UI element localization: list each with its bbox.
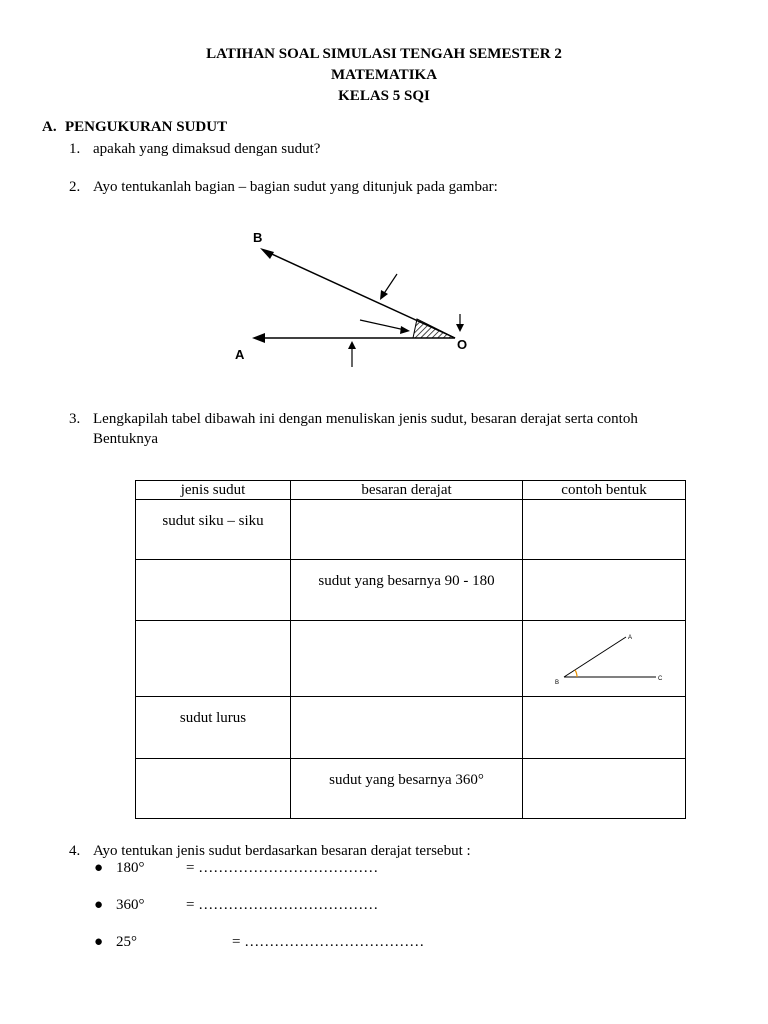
table-cell[interactable]: sudut lurus [136, 697, 291, 759]
degree-value: 180° [116, 860, 145, 876]
table-header-row [136, 481, 686, 500]
bullet-icon: ● [94, 897, 104, 913]
table-row [136, 621, 686, 697]
question-number: 4. [69, 843, 81, 859]
table-cell[interactable] [136, 759, 291, 819]
table-cell[interactable] [523, 697, 686, 759]
section-title: PENGUKURAN SUDUT [65, 119, 228, 135]
table-row [136, 500, 686, 560]
table-cell[interactable] [291, 697, 523, 759]
table-row [136, 560, 686, 621]
header-line-3: KELAS 5 SQI [338, 88, 430, 104]
table-cell[interactable] [136, 621, 291, 697]
degree-value: 25° [116, 934, 137, 950]
question-number: 2. [69, 179, 81, 195]
question-text: Ayo tentukan jenis sudut berdasarkan besaran derajat tersebut : [93, 843, 471, 859]
table-cell[interactable] [291, 621, 523, 697]
question-text: Ayo tentukanlah bagian – bagian sudut yang ditunjuk pada gambar: [93, 179, 498, 195]
acute-angle-figure [544, 629, 664, 689]
answer-blank[interactable]: = ……………………………… [186, 860, 379, 876]
question-text: apakah yang dimaksud dengan sudut? [93, 141, 321, 157]
table-cell[interactable]: sudut siku – siku [136, 500, 291, 560]
table-row [136, 697, 686, 759]
question-number: 3. [69, 411, 81, 427]
table-header-cell: jenis sudut [136, 481, 291, 500]
bullet-icon: ● [94, 860, 104, 876]
table-row [136, 759, 686, 819]
angle-region [413, 319, 455, 338]
table-cell[interactable] [523, 560, 686, 621]
table-cell-figure [523, 621, 686, 697]
table-cell[interactable] [523, 759, 686, 819]
question-text: Lengkapilah tabel dibawah ini dengan menuliskan jenis sudut, besaran derajat serta contoh Bentuknya [93, 411, 638, 447]
angle-diagram [225, 222, 480, 380]
table-cell[interactable]: sudut yang besarnya 90 - 180 [291, 560, 523, 621]
table-header-cell: besaran derajat [291, 481, 523, 500]
mini-label-b: B [555, 679, 560, 686]
table-cell[interactable] [136, 560, 291, 621]
table-header-cell: contoh bentuk [523, 481, 686, 500]
bullet-icon: ● [94, 934, 104, 950]
table-cell[interactable] [291, 500, 523, 560]
angle-table [135, 480, 686, 819]
section-letter: A. [42, 119, 57, 135]
degree-value: 360° [116, 897, 145, 913]
label-a: A [235, 347, 245, 362]
pointer-arrow-angle [360, 320, 405, 330]
label-b: B [253, 230, 263, 245]
mini-label-c: C [658, 675, 663, 682]
header-line-1: LATIHAN SOAL SIMULASI TENGAH SEMESTER 2 [206, 46, 562, 62]
table-cell[interactable]: sudut yang besarnya 360° [291, 759, 523, 819]
label-o: O [457, 337, 468, 352]
answer-blank[interactable]: = ……………………………… [186, 897, 379, 913]
document-header [0, 44, 768, 107]
pointer-arrow-ray [383, 274, 397, 295]
arrowhead-a [252, 333, 265, 343]
section-heading [42, 119, 227, 136]
answer-blank[interactable]: = ……………………………… [232, 934, 425, 950]
question-number: 1. [69, 141, 81, 157]
mini-label-a: A [628, 634, 633, 641]
arrowhead-b [260, 248, 274, 259]
table-cell[interactable] [523, 500, 686, 560]
header-line-2: MATEMATIKA [330, 67, 438, 83]
